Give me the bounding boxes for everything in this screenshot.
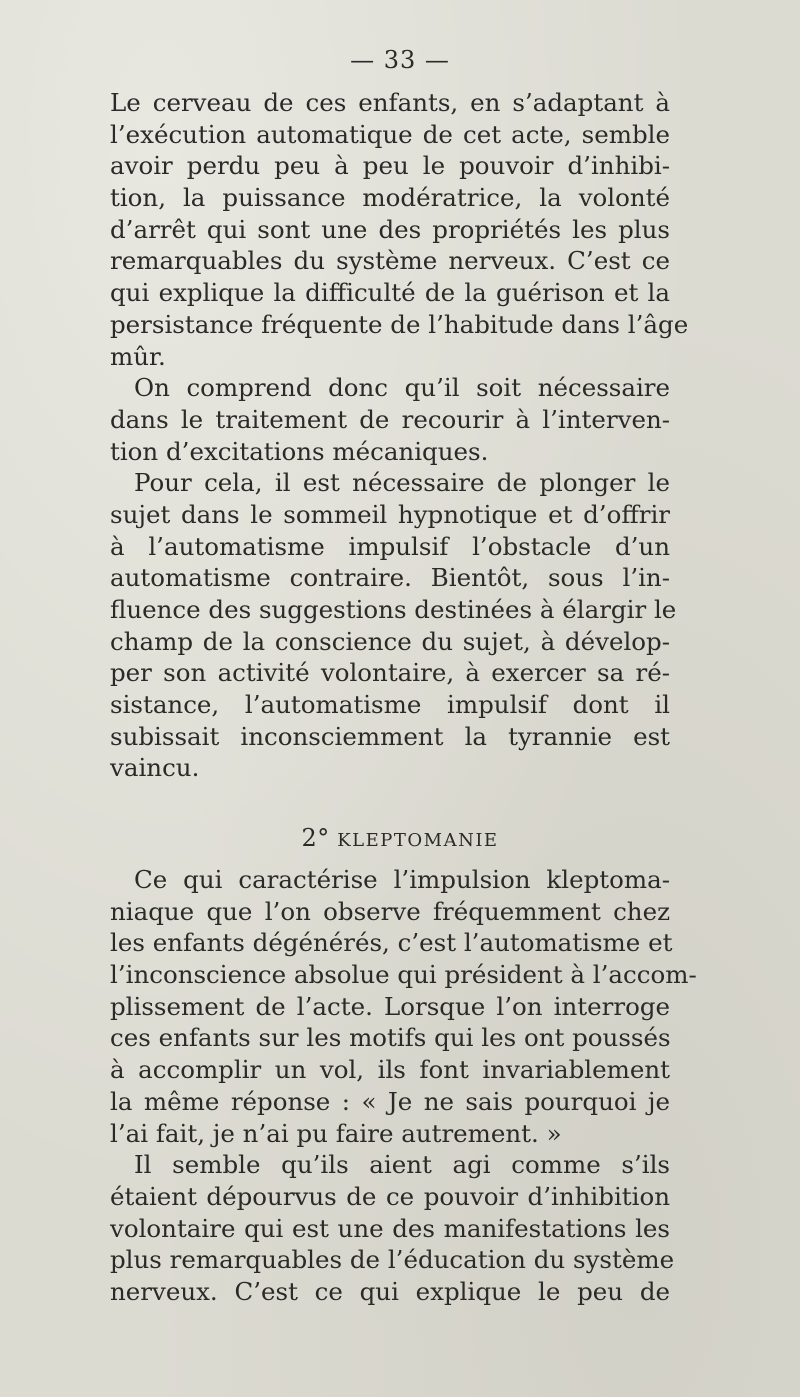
section-2-text: [110, 864, 697, 1308]
text-line: l’inconscience absolue qui président à l’accom-: [110, 960, 697, 990]
text-line: étaient dépourvus de ce pouvoir d’inhibition: [110, 1181, 670, 1211]
text-line: tion d’excitations mécaniques.: [110, 436, 489, 466]
text-line: remarquables du système nerveux. C’est ce: [110, 246, 670, 276]
text-line: tion, la puissance modératrice, la volonté: [110, 183, 670, 213]
text-line: à accomplir un vol, ils font invariablement: [110, 1055, 670, 1085]
text-line: la même réponse : « Je ne sais pourquoi je: [110, 1086, 670, 1116]
text-line: qui explique la difficulté de la guérison et la: [110, 278, 670, 308]
text-line: persistance fréquente de l’habitude dans l’âge: [110, 309, 689, 339]
text-line: fluence des suggestions destinées à élargir le: [110, 595, 677, 624]
text-line: sujet dans le sommeil hypnotique et d’offrir: [110, 499, 670, 529]
text-line: champ de la conscience du sujet, à dévelop-: [110, 626, 670, 656]
text-line: les enfants dégénérés, c’est l’automatisme et: [110, 928, 673, 958]
text-line: dans le traitement de recourir à l’interven-: [110, 404, 670, 434]
text-line: On comprend donc qu’il soit nécessaire: [134, 373, 670, 403]
text-line: nerveux. C’est ce qui explique le peu de: [110, 1276, 670, 1306]
text-line: subissait inconsciemment la tyrannie est: [110, 721, 670, 751]
section-1-text: [110, 87, 689, 784]
text-line: l’ai fait, je n’ai pu faire autrement. »: [110, 1118, 562, 1148]
text-line: avoir perdu peu à peu le pouvoir d’inhibi-: [110, 151, 670, 181]
text-line: à l’automatisme impulsif l’obstacle d’un: [110, 531, 670, 561]
text-line: d’arrêt qui sont une des propriétés les plus: [110, 214, 670, 244]
text-line: Pour cela, il est nécessaire de plonger le: [134, 468, 670, 498]
text-line: volontaire qui est une des manifestations les: [110, 1213, 670, 1243]
text-line: sistance, l’automatisme impulsif dont il: [110, 690, 670, 720]
section-heading: [0, 824, 800, 852]
section-heading-number: 2°: [301, 824, 330, 852]
text-line: mûr.: [110, 341, 166, 371]
text-line: l’exécution automatique de cet acte, semble: [110, 119, 670, 149]
text-line: niaque que l’on observe fréquemment chez: [110, 896, 670, 926]
section-heading-title: KLEPTOMANIE: [337, 830, 499, 851]
text-line: ces enfants sur les motifs qui les ont poussés: [110, 1023, 671, 1053]
text-line: Il semble qu’ils aient agi comme s’ils: [134, 1150, 670, 1180]
text-line: vaincu.: [110, 753, 200, 783]
text-line: Ce qui caractérise l’impulsion kleptoma-: [134, 865, 670, 894]
text-line: plus remarquables de l’éducation du système: [110, 1245, 675, 1275]
page-number: — 33 —: [350, 46, 450, 74]
text-line: per son activité volontaire, à exercer sa ré-: [110, 658, 670, 688]
text-line: Le cerveau de ces enfants, en s’adaptant à: [110, 88, 670, 117]
text-line: automatisme contraire. Bientôt, sous l’in-: [110, 563, 670, 593]
text-line: plissement de l’acte. Lorsque l’on interroge: [110, 991, 670, 1021]
